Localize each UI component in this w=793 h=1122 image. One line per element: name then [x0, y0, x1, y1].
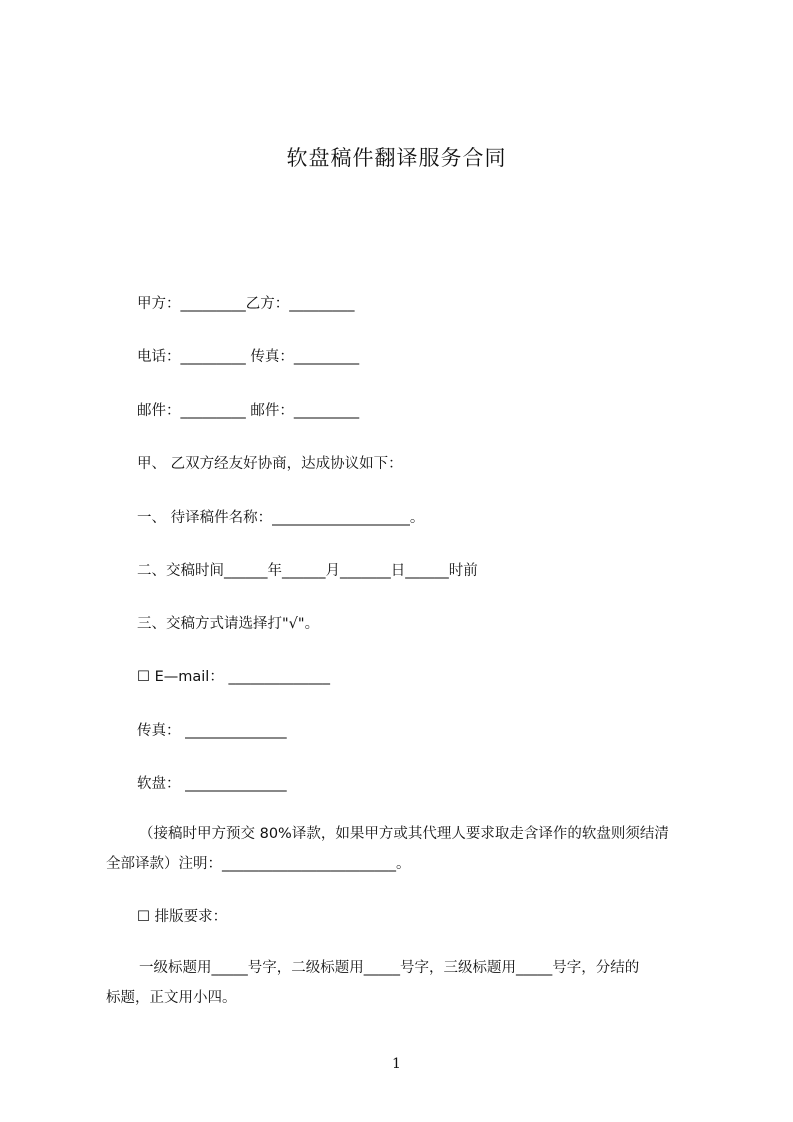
payment-line-2: 全部译款）注明：________________________。	[106, 856, 411, 872]
phone-fax-line: 电话：_________ 传真：_________	[137, 349, 360, 365]
payment-paragraph	[106, 819, 706, 879]
agreement-line: 甲、 乙双方经友好协商，达成协议如下：	[137, 456, 403, 472]
fax-option: 传真： ______________	[137, 723, 287, 739]
disk-option: 软盘： ______________	[137, 776, 287, 792]
page-number: 1	[392, 1056, 401, 1072]
payment-line-1: （接稿时甲方预交 80%译款，如果甲方或其代理人要求取走含译作的软盘则须结清	[139, 826, 669, 842]
email-line: 邮件：_________ 邮件：_________	[137, 403, 360, 419]
heading-size-paragraph	[106, 953, 706, 1013]
party-line: 甲方：_________乙方：_________	[137, 296, 355, 312]
item1-manuscript-name: 一、 待译稿件名称：___________________。	[137, 510, 425, 526]
email-option: ☐ E—mail： ______________	[137, 669, 330, 685]
heading-line-1: 一级标题用_____号字，二级标题用_____号字，三级标题用_____号字，分结的	[139, 960, 640, 976]
heading-line-2: 标题，正文用小四。	[106, 990, 237, 1006]
item3-delivery-method: 三、交稿方式请选择打"√"。	[137, 616, 320, 632]
typeset-requirements: ☐ 排版要求：	[137, 909, 228, 925]
contract-title: 软盘稿件翻译服务合同	[286, 146, 507, 170]
item2-delivery-time: 二、交稿时间______年______月_______日______时前	[137, 563, 478, 579]
